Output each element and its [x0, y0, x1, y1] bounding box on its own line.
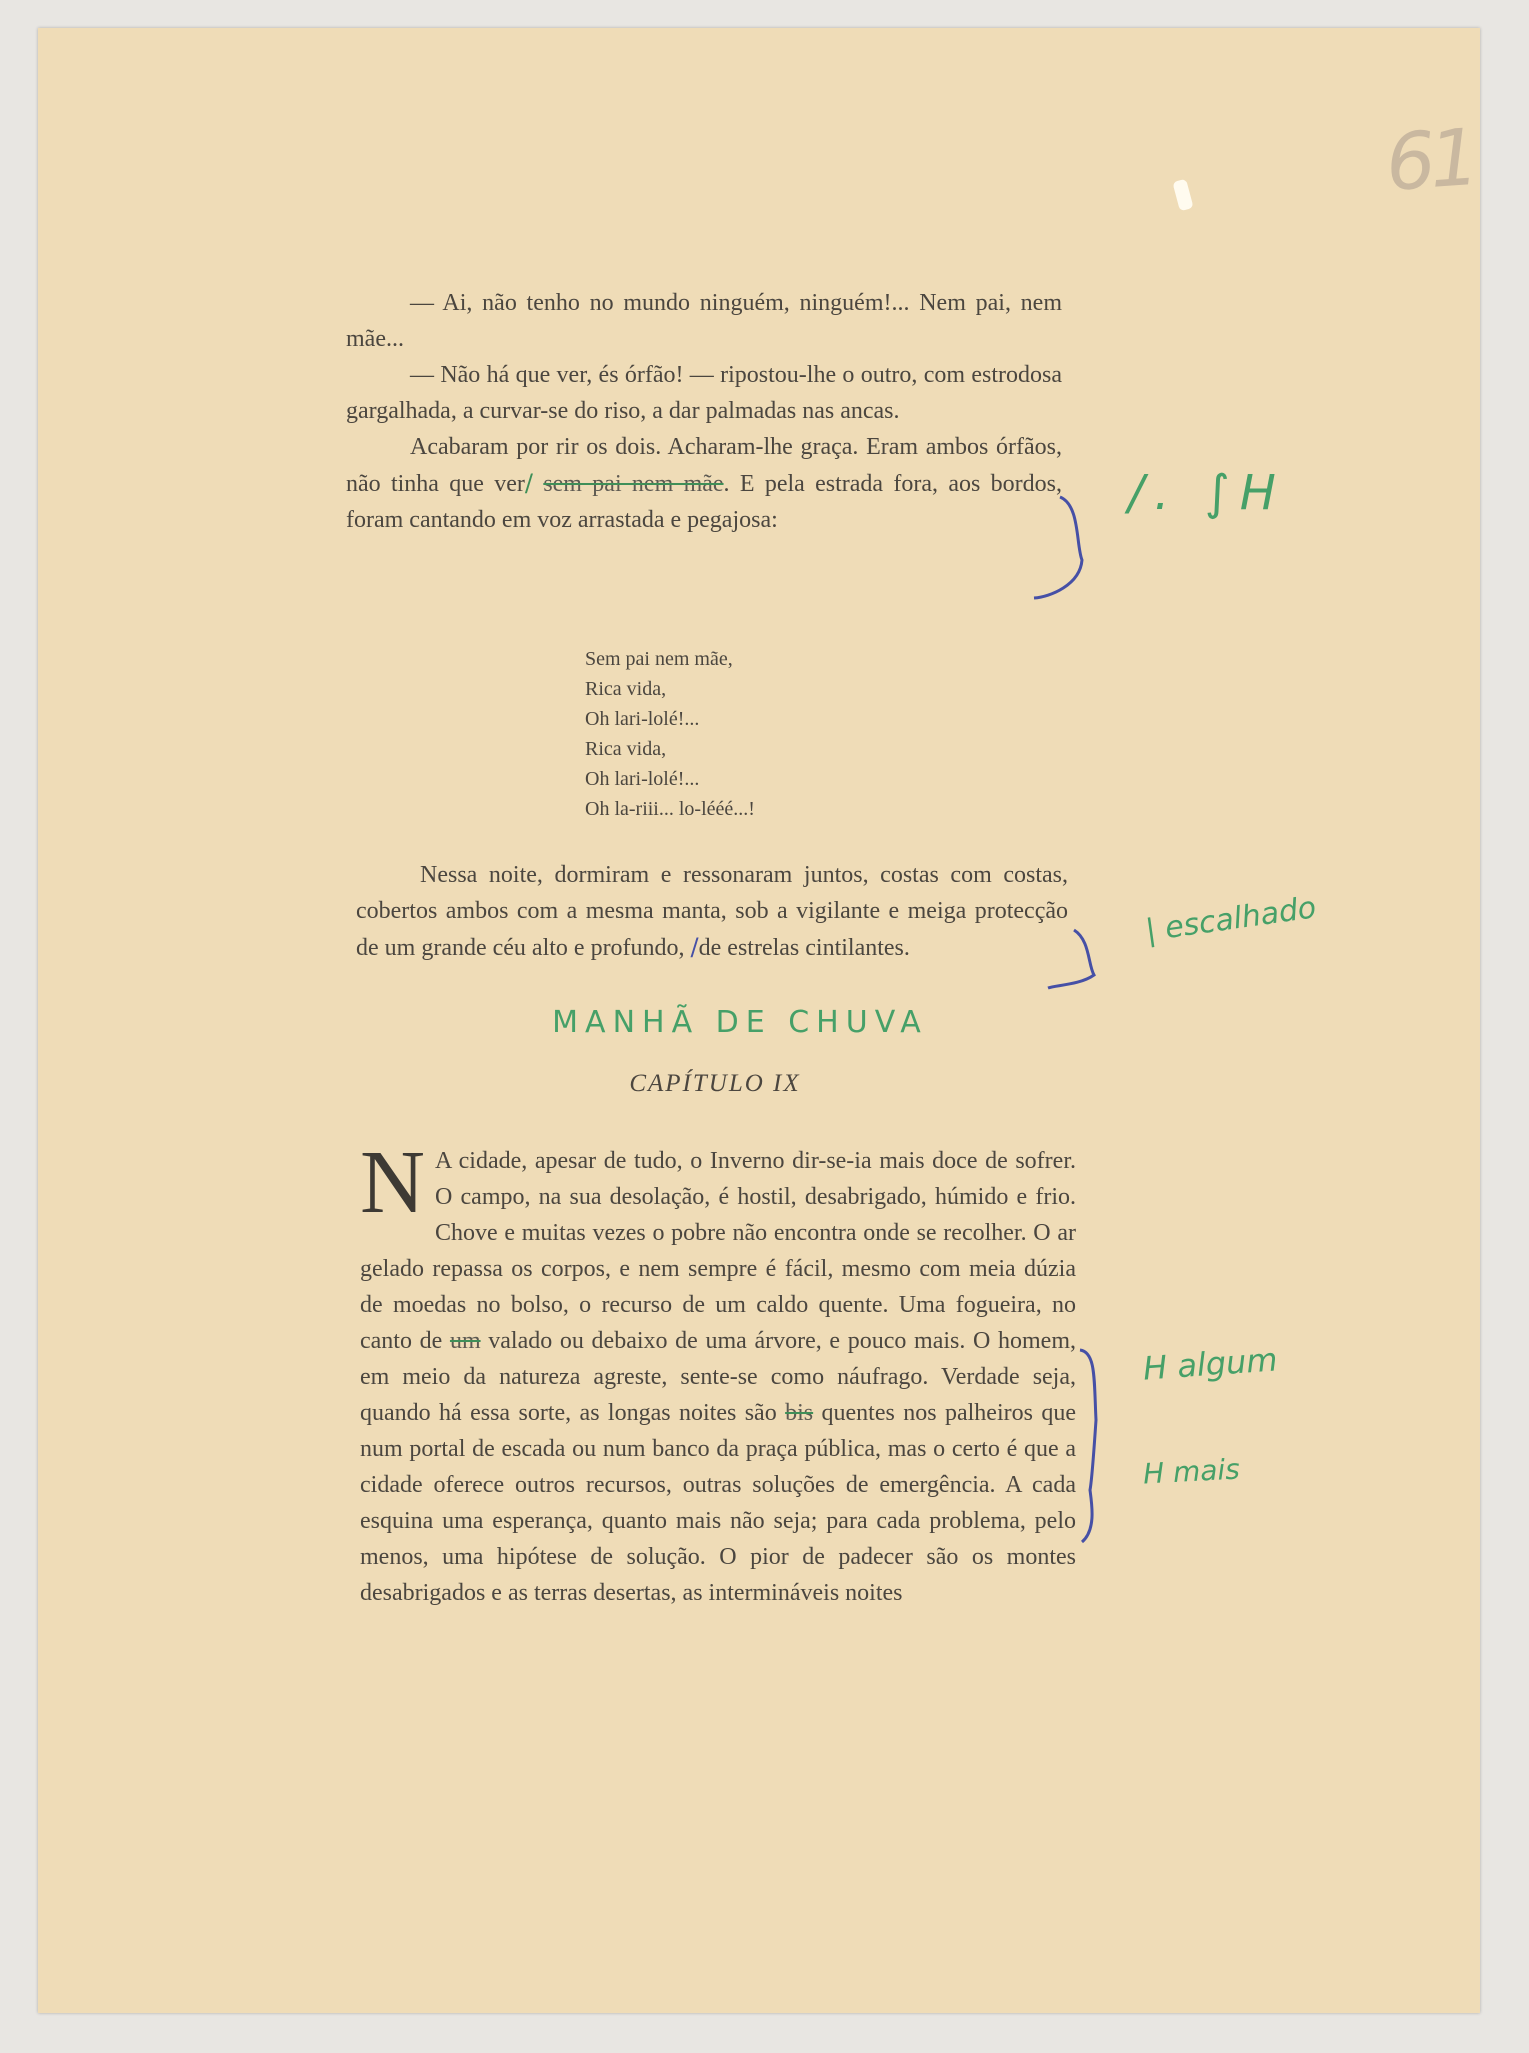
- correction-slash: /: [524, 469, 533, 497]
- bracket-mark-1: [1034, 497, 1082, 598]
- verse-line: Oh lari-lolé!...: [585, 708, 700, 730]
- verse-line: Oh la-riii... lo-lééé...!: [585, 798, 755, 820]
- paragraph-4-text-before: Nessa noite, dormiram e ressonaram juntos, costas com costas, cobertos ambos com a mesma manta, sob a vigilante e meiga protecção de um grande céu alto e profundo,: [356, 862, 1068, 961]
- margin-note: H algum: [1141, 1340, 1279, 1388]
- page-number: 61: [1382, 113, 1477, 209]
- paragraph-3-text-after: . E pela estrada fora, aos bordos, foram cantando em voz arrastada e pegajosa:: [346, 471, 1063, 533]
- paragraph-5-part-1: A cidade, apesar de tudo, o Inverno dir-se-ia mais doce de sofrer. O campo, na sua desolação, é hostil, desabrigado, húmido e frio. Chove e muitas vezes o pobre não encontra onde se recolher. O ar gelado repassa os corpos, e nem sempre é fácil, mesmo com meia dúzia de moedas no bolso, o recurso de um caldo quente. Uma fogueira, no canto de: [360, 1148, 1076, 1354]
- verse-line: Oh lari-lolé!...: [585, 768, 700, 790]
- struck-text: sem pai nem mãe: [543, 471, 724, 497]
- paragraph-1: — Ai, não tenho no mundo ninguém, ninguém!... Nem pai, nem mãe...: [346, 290, 1062, 352]
- margin-note: H mais: [1142, 1452, 1241, 1491]
- struck-word-2: bis: [785, 1400, 814, 1426]
- chapter-title: CAPÍTULO IX: [629, 1070, 801, 1097]
- bracket-mark-2: [1048, 930, 1094, 988]
- paragraph-5-part-3: quentes nos palheiros que num portal de escada ou num banco da praça pública, mas o certo é que a cidade oferece outros recursos, outras soluções de emergência. A cada esquina uma esperança, quanto mais não seja; para cada problema, pelo menos, uma hipótese de solução. O pior de padecer são os montes desabrigados e as terras desertas, as intermináveis noites: [360, 1400, 1076, 1606]
- paragraph-4-text-after: de estrelas cintilantes.: [698, 935, 910, 961]
- margin-note: /. ∫H: [1128, 465, 1286, 521]
- verse-line: Sem pai nem mãe,: [585, 648, 733, 670]
- margin-note: | escalhado: [1143, 890, 1319, 949]
- paragraph-2: — Não há que ver, és órfão! — ripostou-lhe o outro, com estrodosa gargalhada, a curvar-se do riso, a dar palmadas nas ancas.: [346, 362, 1062, 424]
- bracket-mark-3: [1080, 1350, 1096, 1542]
- paragraph-3-text-before: Acabaram por rir os dois. Acharam-lhe graça. Eram ambos órfãos, não tinha que ver: [346, 434, 1062, 497]
- verse-line: Rica vida,: [585, 678, 667, 700]
- drop-cap: N: [360, 1133, 425, 1232]
- struck-word-1: um: [449, 1328, 481, 1354]
- verse-line: Rica vida,: [585, 738, 667, 760]
- paragraph-5-part-2: valado ou debaixo de uma árvore, e pouco mais. O homem, em meio da natureza agreste, sente-se como náufrago. Verdade seja, quando há essa sorte, as longas noites são: [360, 1328, 1076, 1426]
- handwritten-chapter-title: MANHÃ DE CHUVA: [552, 1005, 928, 1040]
- correction-slash: /: [690, 933, 699, 961]
